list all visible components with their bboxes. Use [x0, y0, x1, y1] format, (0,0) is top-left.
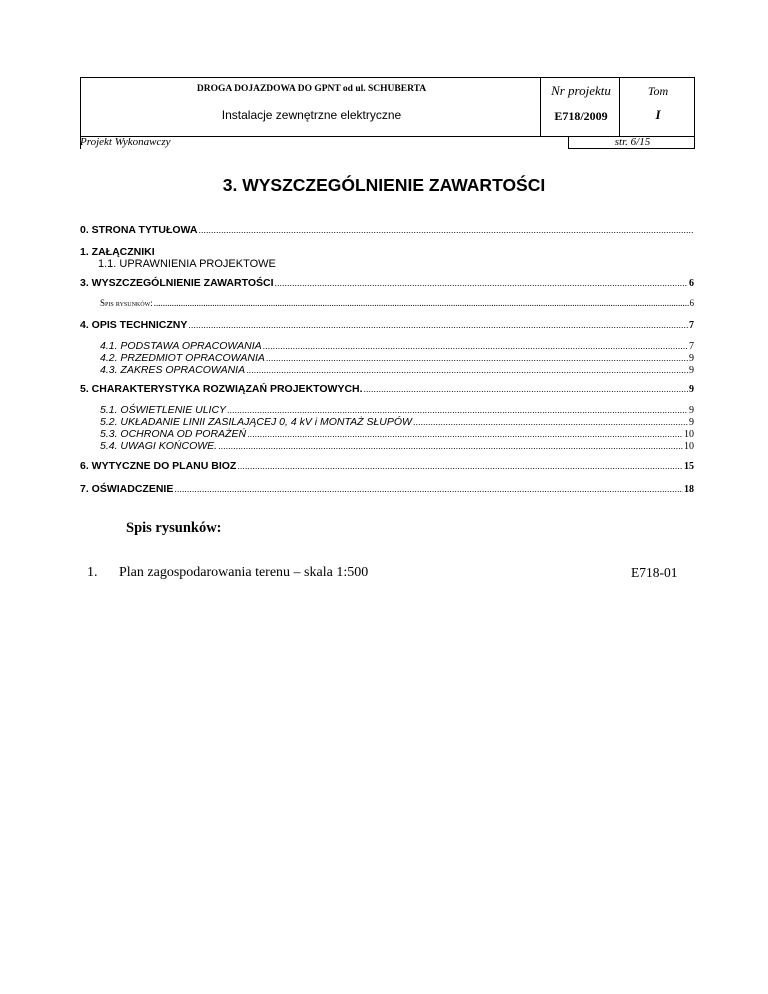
- toc-entry-text: 7. OŚWIADCZENIE: [80, 483, 174, 495]
- toc-entry-text: 5.2. UKŁADANIE LINII ZASILAJĄCEJ 0, 4 kV i MONTAŻ SŁUPÓW: [100, 416, 412, 428]
- toc-entry[interactable]: [80, 460, 694, 472]
- toc-entry[interactable]: [100, 298, 694, 308]
- toc-entry-page: 15: [684, 461, 694, 472]
- toc-entry-page: 9: [689, 417, 694, 428]
- leader-dots: [154, 298, 689, 308]
- page-number-cell: [568, 136, 695, 149]
- project-type: Projekt Wykonawczy: [80, 136, 171, 148]
- toc-entry-page: 9: [689, 384, 694, 395]
- toc-entry-text: 5. CHARAKTERYSTYKA ROZWIĄZAŃ PROJEKTOWYCH.: [80, 383, 363, 395]
- road-title: DROGA DOJAZDOWA DO GPNT od ul. SCHUBERTA: [196, 84, 427, 94]
- toc-entry-text: 4.3. ZAKRES OPRACOWANIA: [100, 364, 246, 376]
- volume-label: Tom: [647, 84, 669, 98]
- toc-entry[interactable]: [100, 428, 694, 440]
- leader-dots: [227, 405, 688, 415]
- leader-dots: [247, 429, 683, 439]
- toc-entry-text: 1. ZAŁĄCZNIKI: [80, 246, 155, 258]
- toc-entry-page: 6: [689, 298, 694, 308]
- toc-entry-page: 7: [689, 320, 694, 331]
- toc-entry[interactable]: [100, 416, 694, 428]
- installation-title: Instalacje zewnętrzne elektryczne: [221, 108, 402, 122]
- leader-dots: [218, 441, 683, 451]
- title-block: [80, 77, 695, 149]
- volume-cell: [619, 77, 695, 137]
- figure-code: E718-01: [631, 565, 678, 580]
- toc-entry-page: 9: [689, 405, 694, 416]
- page-number: str. 6/15: [614, 136, 651, 148]
- figure-title: Plan zagospodarowania terenu – skala 1:500: [119, 565, 369, 580]
- toc-entry-text: 5.3. OCHRONA OD PORAŻEŃ: [100, 428, 247, 440]
- toc-entry-text: Spis rysunków:: [100, 298, 153, 308]
- toc-entry-text: 5.1. OŚWIETLENIE ULICY: [100, 404, 227, 416]
- leader-dots: [174, 484, 683, 494]
- toc-entry[interactable]: [80, 483, 694, 495]
- leader-dots: [246, 365, 688, 375]
- toc-entry-page: 9: [689, 365, 694, 376]
- leader-dots: [237, 461, 683, 471]
- leader-dots: [198, 225, 693, 235]
- toc-entry[interactable]: [100, 440, 694, 452]
- leader-dots: [364, 384, 688, 394]
- volume-value: I: [655, 107, 661, 122]
- toc-entry[interactable]: [98, 258, 712, 270]
- toc-entry-page: 10: [684, 441, 694, 452]
- leader-dots: [266, 353, 688, 363]
- toc-entry-page: 7: [689, 341, 694, 352]
- project-title-cell: [80, 77, 541, 137]
- leader-dots: [413, 417, 688, 427]
- toc-entry[interactable]: [100, 404, 694, 416]
- figures-heading: Spis rysunków:: [126, 520, 222, 536]
- toc-entry-page: 18: [684, 484, 694, 495]
- project-number-cell: [540, 77, 620, 137]
- leader-dots: [275, 278, 689, 288]
- toc-entry-text: 5.4. UWAGI KOŃCOWE.: [100, 440, 218, 452]
- toc-entry-text: 6. WYTYCZNE DO PLANU BIOZ: [80, 460, 237, 472]
- toc-entry[interactable]: [80, 319, 694, 331]
- toc-entry[interactable]: [100, 352, 694, 364]
- toc-entry[interactable]: [100, 340, 694, 352]
- toc-entry-page: 6: [689, 278, 694, 289]
- toc-entry-page: 9: [689, 353, 694, 364]
- toc-entry-text: 3. WYSZCZEGÓLNIENIE ZAWARTOŚCI: [80, 277, 274, 289]
- toc-entry-page: 10: [684, 429, 694, 440]
- leader-dots: [263, 341, 688, 351]
- toc-entry[interactable]: [80, 224, 694, 236]
- toc-entry-text: 1.1. UPRAWNIENIA PROJEKTOWE: [98, 258, 276, 270]
- toc-entry[interactable]: [100, 364, 694, 376]
- project-number-label: Nr projektu: [551, 83, 611, 98]
- toc-entry[interactable]: [80, 277, 694, 289]
- leader-dots: [188, 320, 688, 330]
- toc-entry[interactable]: [80, 246, 694, 258]
- toc-entry[interactable]: [80, 383, 694, 395]
- toc-entry-text: 4. OPIS TECHNICZNY: [80, 319, 188, 331]
- toc-entry-text: 0. STRONA TYTUŁOWA: [80, 224, 198, 236]
- toc-entry-text: 4.1. PODSTAWA OPRACOWANIA: [100, 340, 262, 352]
- project-number-value: E718/2009: [554, 109, 608, 123]
- figure-number: 1.: [87, 565, 98, 580]
- page-title: 3. WYSZCZEGÓLNIENIE ZAWARTOŚCI: [222, 175, 546, 195]
- toc-entry-text: 4.2. PRZEDMIOT OPRACOWANIA: [100, 352, 265, 364]
